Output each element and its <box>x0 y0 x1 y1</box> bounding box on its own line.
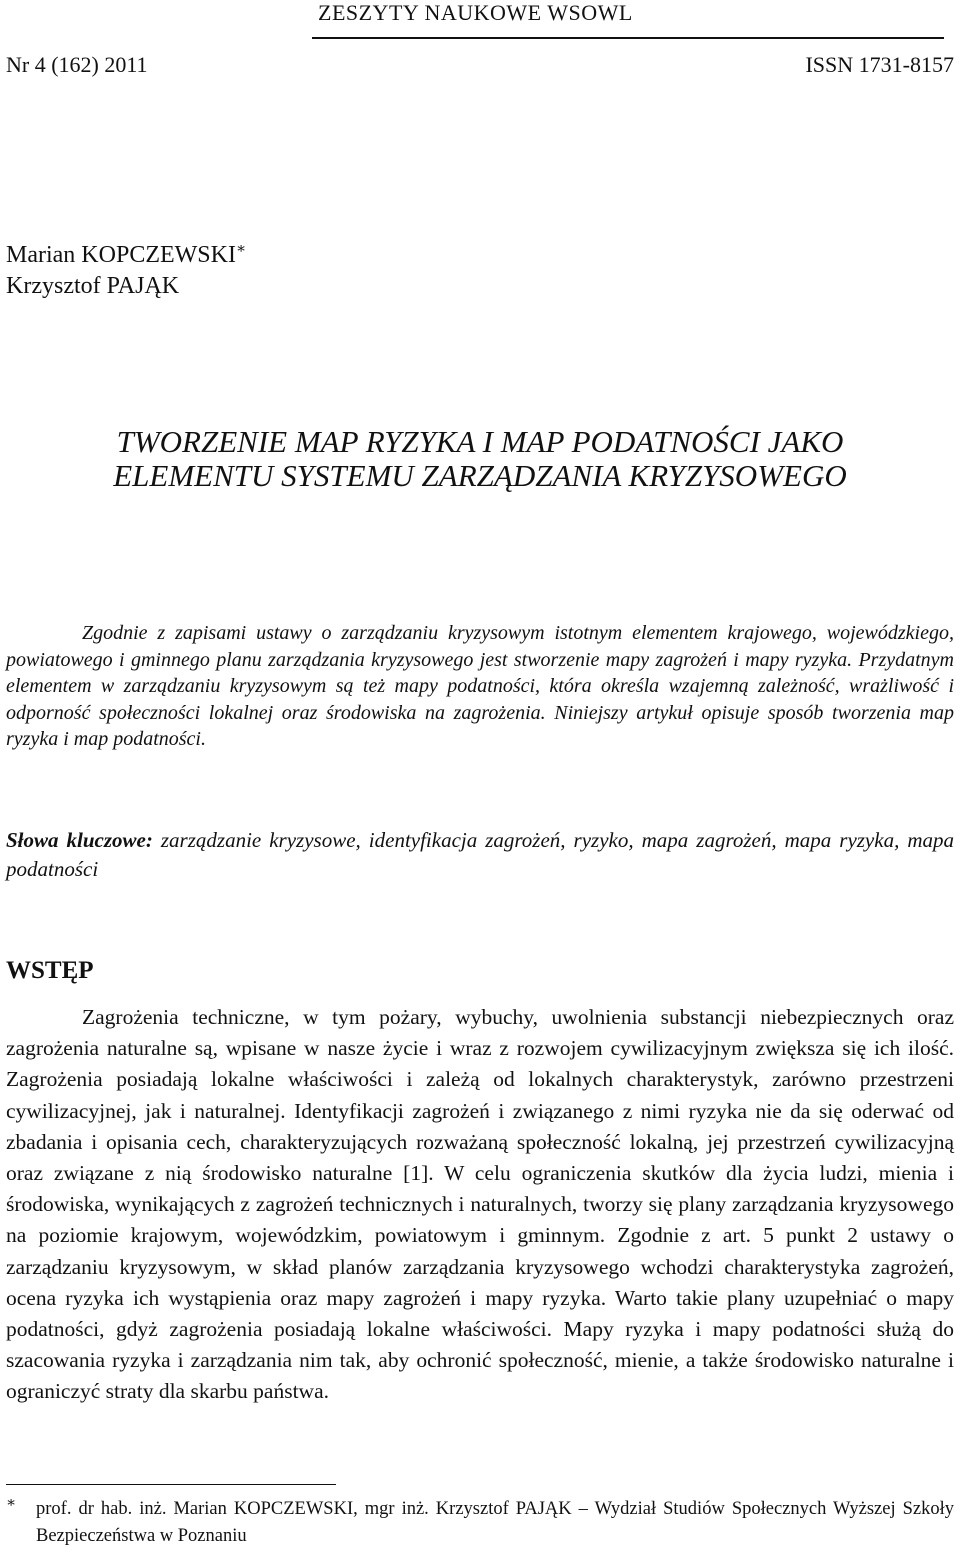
author-1 <box>6 240 246 271</box>
authors <box>6 240 246 302</box>
author-2: Krzysztof PAJĄK <box>6 273 180 299</box>
keywords-label: Słowa kluczowe: <box>6 828 153 852</box>
body-paragraph: Zagrożenia techniczne, w tym pożary, wybuchy, uwolnienia substancji niebezpiecznych oraz zagrożenia naturalne są, wpisane w nasze życie i wraz z rozwojem cywilizacyjnym zwiększa się ich ilość. Zagrożenia posiadają lokalne właściwości i zależą od lokalnych charakterystyk, zarówno przestrzeni cywilizacyjnej, jak i naturalnej. Identyfikacji zagrożeń i związanego z nimi ryzyka nie da się oderwać od zbadania i opisania cech, charakteryzujących rozważaną społeczność lokalną, jej przestrzeń cywilizacyjną oraz związane z nią środowisko naturalne [1]. W celu ograniczenia skutków dla życia ludzi, mienia i środowiska, wynikających z zagrożeń technicznych i naturalnych, tworzy się plany zarządzania kryzysowego na poziomie krajowym, wojewódzkim, powiatowym i gminnym. Zgodnie z art. 5 punkt 2 ustawy o zarządzaniu kryzysowym, w skład planów zarządzania kryzysowego wchodzi charakterystyka zagrożeń, ocena ryzyka ich wystąpienia oraz mapy zagrożeń i mapy ryzyka. Warto takie plany uzupełniać o mapy podatności, gdyż zagrożenia posiadają lokalne właściwości. Mapy ryzyka i mapy podatności służą do szacowania ryzyka i zarządzania nim tak, aby ochronić społeczność, mienie, a także środowisko naturalne i ograniczyć straty dla skarbu państwa. <box>6 1005 954 1404</box>
footnote-mark: ∗ <box>6 1495 17 1511</box>
issue-number: Nr 4 (162) 2011 <box>6 52 148 77</box>
title-line-2: ELEMENTU SYSTEMU ZARZĄDZANIA KRYZYSOWEGO <box>113 458 847 493</box>
footnote-rule <box>6 1484 336 1485</box>
keywords <box>6 826 954 884</box>
header-rule <box>312 37 944 39</box>
footnote-text: prof. dr hab. inż. Marian KOPCZEWSKI, mgr inż. Krzysztof PAJĄK – Wydział Studiów Społecznych Wyższej Szkoły Bezpieczeństwa w Poznaniu <box>36 1499 954 1546</box>
author-footnote-mark: ∗ <box>235 241 247 257</box>
article-title <box>0 425 960 493</box>
issue-row <box>6 52 954 78</box>
author-1-name: Marian KOPCZEWSKI <box>6 242 236 268</box>
title-line-1: TWORZENIE MAP RYZYKA I MAP PODATNOŚCI JAKO <box>116 424 844 459</box>
footnote <box>6 1496 954 1550</box>
section-heading: WSTĘP <box>6 957 94 984</box>
abstract: Zgodnie z zapisami ustawy o zarządzaniu kryzysowym istotnym elementem krajowego, wojewódzkiego, powiatowego i gminnego planu zarządzania kryzysowego jest stworzenie mapy zagrożeń i mapy ryzyka. Przydatnym elementem w zarządzaniu kryzysowym są też mapy podatności, która określa wzajemną zależność, wrażliwość i odporność społeczności lokalnej oraz środowiska na zagrożenia. Niniejszy artykuł opisuje sposób tworzenia map ryzyka i map podatności. <box>6 622 954 751</box>
issn: ISSN 1731-8157 <box>805 52 954 77</box>
keywords-text: zarządzanie kryzysowe, identyfikacja zagrożeń, ryzyko, mapa zagrożeń, mapa ryzyka, mapa podatności <box>6 828 954 881</box>
journal-name: ZESZYTY NAUKOWE WSOWL <box>318 0 633 25</box>
